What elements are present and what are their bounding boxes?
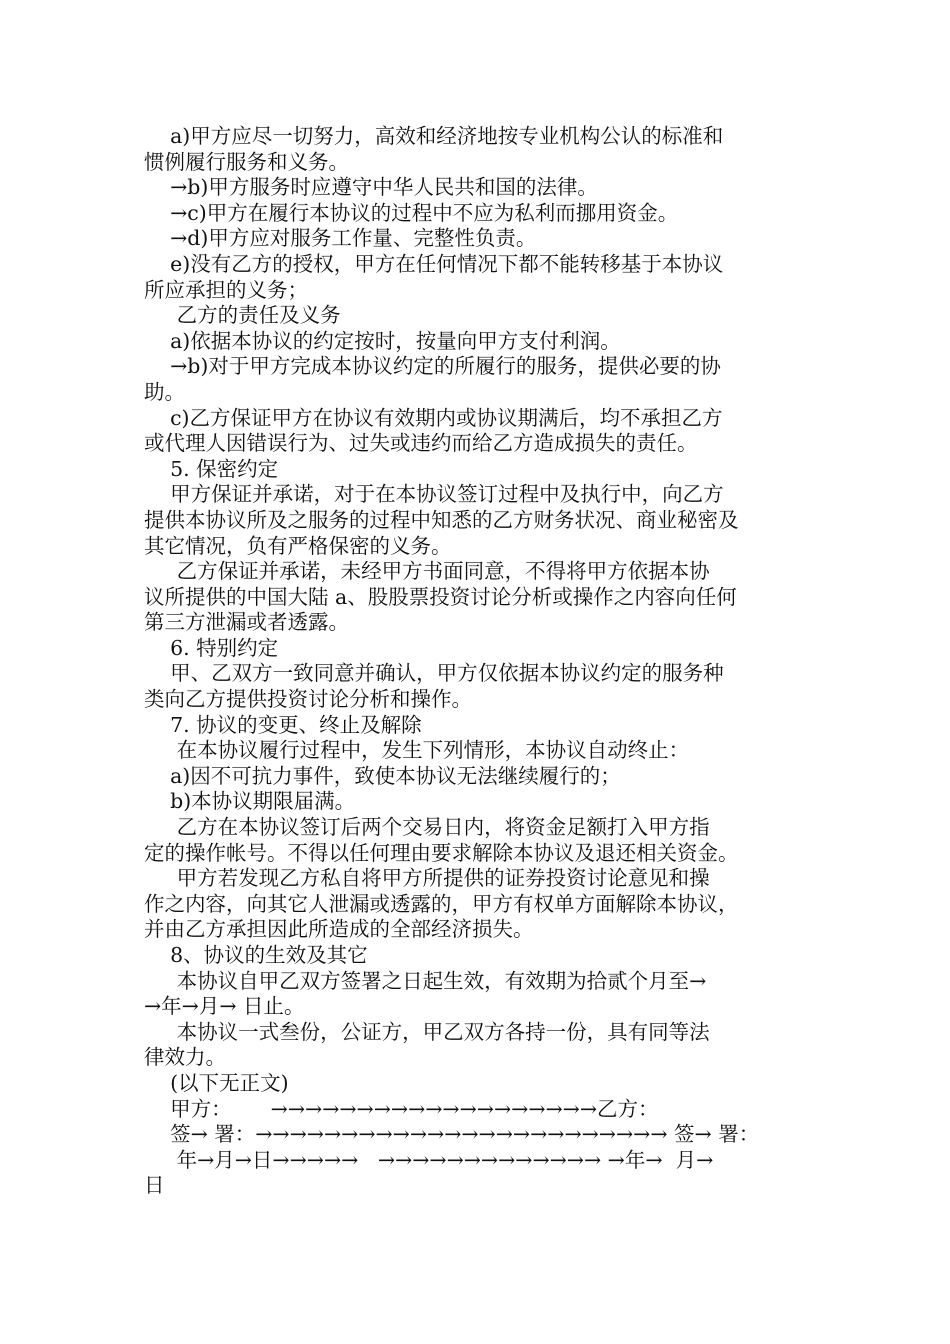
text-line: 乙方在本协议签订后两个交易日内，将资金足额打入甲方指 — [144, 815, 710, 840]
signature-line: 签→ 署：→→→→→→→→→→→→→→→→→→→→→→→→ 签→ 署： — [144, 1122, 760, 1147]
text-line: 定的操作帐号。不得以任何理由要求解除本协议及退还相关资金。 — [144, 840, 739, 865]
section-heading: 乙方的责任及义务 — [144, 303, 341, 328]
text-line: (以下无正文) — [144, 1070, 289, 1095]
text-line: 助。 — [144, 379, 185, 404]
text-line: a)甲方应尽一切努力，高效和经济地按专业机构公认的标准和 — [144, 124, 724, 148]
text-line: 类向乙方提供投资讨论分析和操作。 — [144, 687, 472, 712]
text-line: 议所提供的中国大陆 a、股股票投资讨论分析或操作之内容向任何 — [144, 584, 737, 609]
date-line: 年→月→日→→→→→ →→→→→→→→→→→→→ →年→ 月→ — [144, 1147, 714, 1172]
text-line: a)因不可抗力事件，致使本协议无法继续履行的； — [144, 763, 621, 788]
text-line: e)没有乙方的授权，甲方在任何情况下都不能转移基于本协议 — [144, 251, 724, 276]
text-line: 并由乙方承担因此所造成的全部经济损失。 — [144, 917, 534, 942]
signature-line: 甲方： →→→→→→→→→→→→→→→→→→→乙方： — [144, 1096, 659, 1121]
text-line: 本协议自甲乙双方签署之日起生效，有效期为拾贰个月至→ — [144, 968, 707, 993]
text-line: c)乙方保证甲方在协议有效期内或协议期满后，均不承担乙方 — [144, 405, 723, 430]
text-line: 甲方若发现乙方私自将甲方所提供的证券投资讨论意见和操 — [144, 866, 710, 891]
section-heading: 8、协议的生效及其它 — [144, 943, 368, 967]
text-line: 提供本协议所及之服务的过程中知悉的乙方财务状况、商业秘密及 — [144, 507, 739, 532]
text-line: →年→月→ 日止。 — [144, 994, 305, 1019]
text-line: 其它情况，负有严格保密的义务。 — [144, 533, 452, 558]
text-line: 乙方保证并承诺，未经甲方书面同意，不得将甲方依据本协 — [144, 559, 710, 584]
text-line: 在本协议履行过程中，发生下列情形，本协议自动终止： — [144, 738, 690, 763]
text-line: 所应承担的义务； — [144, 277, 308, 302]
section-heading: 6. 特别约定 — [144, 635, 279, 660]
text-line: →c)甲方在履行本协议的过程中不应为私利而挪用资金。 — [144, 200, 679, 225]
text-line: 律效力。 — [144, 1045, 226, 1070]
text-line: 惯例履行服务和义务。 — [144, 149, 349, 174]
agreement-text — [144, 124, 814, 1199]
text-line: 第三方泄漏或者透露。 — [144, 610, 349, 635]
text-line: 本协议一式叁份，公证方，甲乙双方各持一份，具有同等法 — [144, 1019, 710, 1044]
date-line: 日 — [144, 1173, 165, 1198]
text-line: 或代理人因错误行为、过失或违约而给乙方造成损失的责任。 — [144, 431, 698, 456]
text-line: →b)对于甲方完成本协议约定的所履行的服务，提供必要的协 — [144, 354, 721, 379]
text-line: →b)甲方服务时应遵守中华人民共和国的法律。 — [144, 175, 598, 200]
text-line: 甲、乙双方一致同意并确认，甲方仅依据本协议约定的服务种 — [144, 661, 724, 686]
text-line: 甲方保证并承诺，对于在本协议签订过程中及执行中，向乙方 — [144, 482, 724, 507]
text-line: a)依据本协议的约定按时，按量向甲方支付利润。 — [144, 328, 621, 353]
section-heading: 5. 保密约定 — [144, 456, 279, 481]
section-heading: 7. 协议的变更、终止及解除 — [144, 712, 422, 737]
text-line: →d)甲方应对服务工作量、完整性负责。 — [144, 226, 537, 251]
text-line: b)本协议期限届满。 — [144, 789, 356, 814]
text-line: 作之内容，向其它人泄漏或透露的，甲方有权单方面解除本协议， — [144, 891, 739, 916]
